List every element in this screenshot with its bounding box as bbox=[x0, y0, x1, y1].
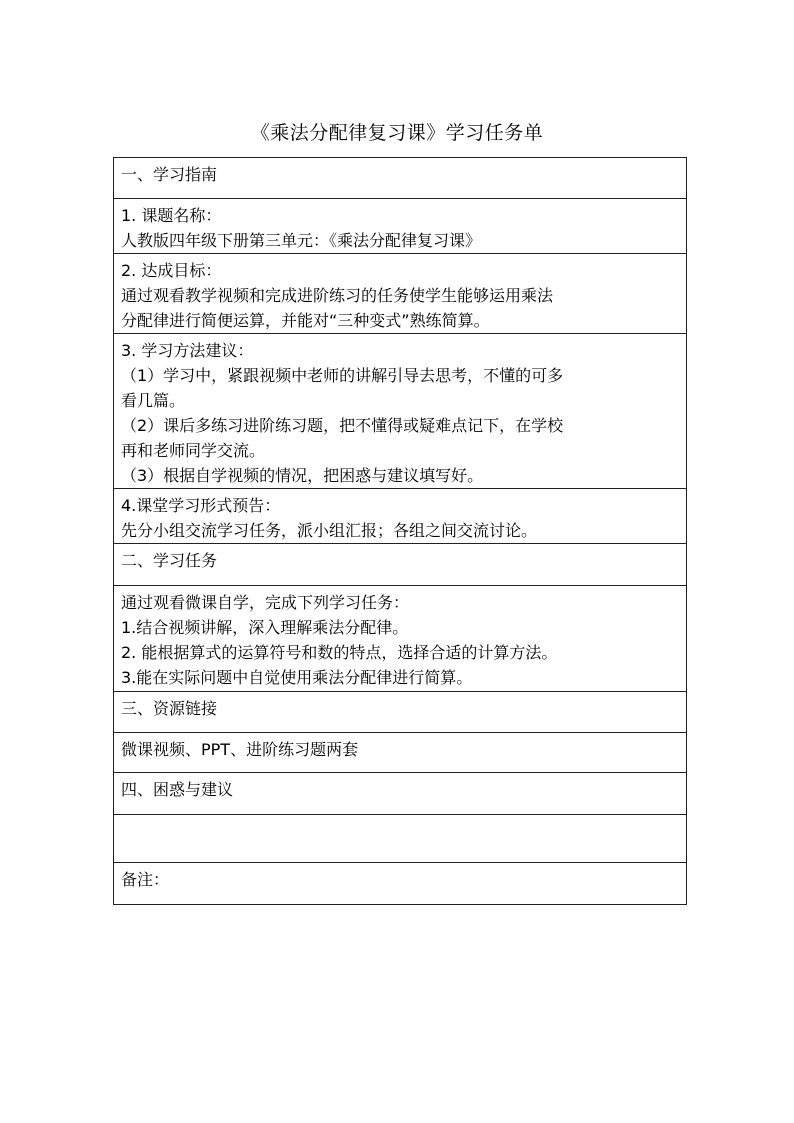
section-suggestions-heading: 四、困惑与建议 bbox=[114, 773, 687, 815]
task-line-1: 通过观看微课自学，完成下列学习任务： bbox=[121, 593, 410, 612]
method-line-1: （1）学习中，紧跟视频中老师的讲解引导去思考，不懂的可多 bbox=[121, 366, 564, 385]
task-sheet-table bbox=[113, 157, 687, 905]
goal-label: 2. 达成目标： bbox=[121, 261, 222, 280]
section-task-heading-row bbox=[114, 544, 687, 586]
section-guide-heading: 一、学习指南 bbox=[114, 158, 687, 199]
goal-cell bbox=[114, 254, 687, 334]
section-task-heading: 二、学习任务 bbox=[114, 544, 687, 586]
method-row bbox=[114, 334, 687, 489]
section-resources-heading: 三、资源链接 bbox=[114, 692, 687, 733]
method-line-5: （3）根据自学视频的情况，把困惑与建议填写好。 bbox=[121, 466, 484, 485]
method-line-3: （2）课后多练习进阶练习题，把不懂得或疑难点记下，在学校 bbox=[121, 416, 564, 435]
form-row bbox=[114, 489, 687, 544]
topic-label: 1. 课题名称： bbox=[121, 206, 222, 225]
form-value: 先分小组交流学习任务，派小组汇报；各组之间交流讨论。 bbox=[121, 521, 538, 540]
task-line-2: 1.结合视频讲解，深入理解乘法分配律。 bbox=[121, 618, 409, 637]
document-title: 《乘法分配律复习课》学习任务单 bbox=[250, 122, 544, 144]
topic-value: 人教版四年级下册第三单元：《乘法分配律复习课》 bbox=[121, 231, 482, 250]
section-resources-heading-row bbox=[114, 692, 687, 733]
task-cell bbox=[114, 586, 687, 692]
suggestions-value bbox=[114, 815, 687, 863]
goal-line-2: 分配律进行简便运算，并能对“三种变式”熟练简算。 bbox=[121, 311, 490, 330]
method-label: 3. 学习方法建议： bbox=[121, 341, 254, 360]
topic-row bbox=[114, 199, 687, 254]
task-line-3: 2. 能根据算式的运算符号和数的特点，选择合适的计算方法。 bbox=[121, 643, 558, 662]
topic-cell bbox=[114, 199, 687, 254]
task-row bbox=[114, 586, 687, 692]
suggestions-row bbox=[114, 815, 687, 863]
form-cell bbox=[114, 489, 687, 544]
resources-value: 微课视频、PPT、进阶练习题两套 bbox=[114, 733, 687, 773]
form-label: 4.课堂学习形式预告： bbox=[121, 496, 281, 515]
goal-line-1: 通过观看教学视频和完成进阶练习的任务使学生能够运用乘法 bbox=[121, 286, 554, 305]
notes-row bbox=[114, 863, 687, 905]
method-cell bbox=[114, 334, 687, 489]
goal-row bbox=[114, 254, 687, 334]
section-suggestions-heading-row bbox=[114, 773, 687, 815]
section-guide-heading-row bbox=[114, 158, 687, 199]
method-line-2: 看几篇。 bbox=[121, 391, 186, 410]
task-line-4: 3.能在实际问题中自觉使用乘法分配律进行简算。 bbox=[121, 668, 473, 687]
resources-row bbox=[114, 733, 687, 773]
notes-label: 备注： bbox=[114, 863, 687, 905]
method-line-4: 再和老师同学交流。 bbox=[121, 441, 266, 460]
